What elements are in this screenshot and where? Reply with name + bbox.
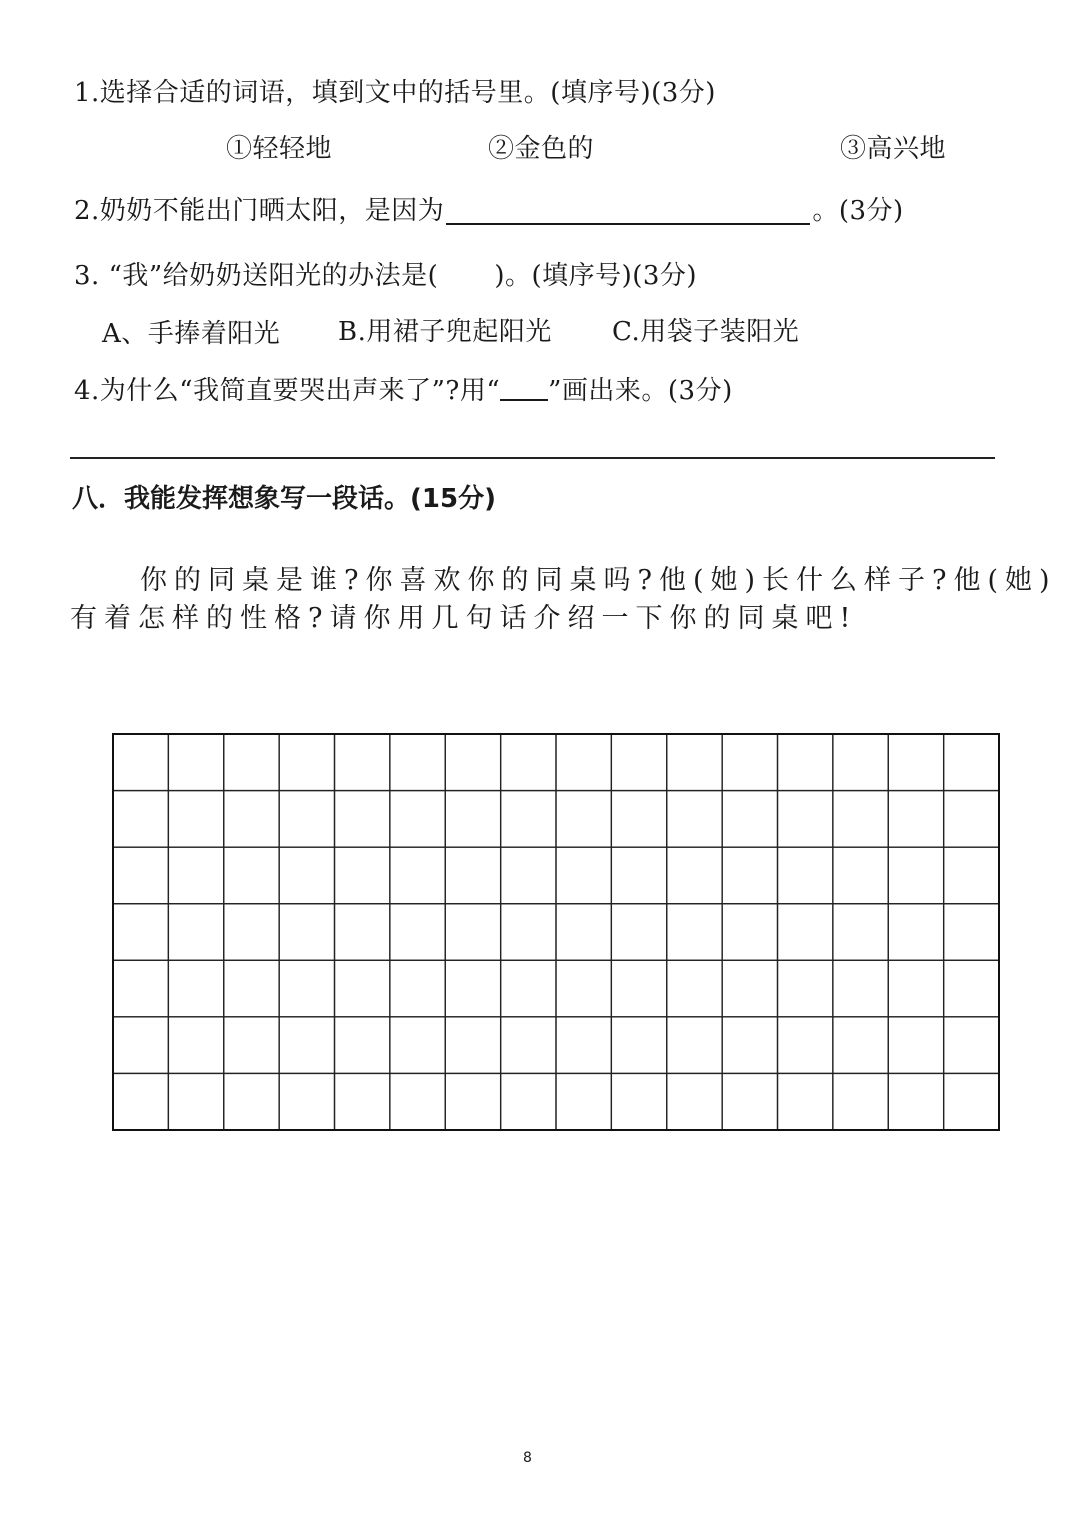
grid-cell[interactable] bbox=[722, 1017, 777, 1074]
grid-cell[interactable] bbox=[778, 960, 833, 1017]
q1-option-1: ①轻轻地 bbox=[226, 134, 333, 164]
grid-cell[interactable] bbox=[224, 960, 279, 1017]
grid-cell[interactable] bbox=[279, 1073, 334, 1130]
q2-text-before: 2.奶奶不能出门晒太阳，是因为 bbox=[74, 196, 445, 226]
q2-question bbox=[74, 190, 904, 227]
grid-cell[interactable] bbox=[224, 791, 279, 848]
grid-cell[interactable] bbox=[335, 847, 390, 904]
grid-cell[interactable] bbox=[335, 904, 390, 961]
grid-cell[interactable] bbox=[168, 904, 223, 961]
grid-cell[interactable] bbox=[390, 904, 445, 961]
grid-cell[interactable] bbox=[667, 1017, 722, 1074]
section-8-prompt-line-2: 有着怎样的性格?请你用几句话介绍一下你的同桌吧! bbox=[70, 603, 858, 634]
grid-cell[interactable] bbox=[390, 791, 445, 848]
grid-cell[interactable] bbox=[722, 1073, 777, 1130]
grid-cell[interactable] bbox=[113, 960, 168, 1017]
page-number: 8 bbox=[523, 1450, 532, 1466]
q1-option-3: ③高兴地 bbox=[840, 134, 947, 164]
q4-question bbox=[74, 370, 733, 407]
grid-cell[interactable] bbox=[224, 847, 279, 904]
q3-choice-a: A、手捧着阳光 bbox=[102, 319, 281, 349]
grid-cell[interactable] bbox=[168, 734, 223, 791]
grid-cell[interactable] bbox=[113, 847, 168, 904]
grid-cell[interactable] bbox=[224, 1017, 279, 1074]
grid-cell[interactable] bbox=[279, 1017, 334, 1074]
grid-cell[interactable] bbox=[944, 847, 999, 904]
grid-cell[interactable] bbox=[833, 1073, 888, 1130]
grid-cell[interactable] bbox=[722, 734, 777, 791]
q3-text-after: )。(填序号)(3分) bbox=[494, 261, 698, 291]
grid-cell[interactable] bbox=[445, 904, 500, 961]
grid-cell[interactable] bbox=[501, 960, 556, 1017]
grid-cell[interactable] bbox=[279, 847, 334, 904]
grid-cell[interactable] bbox=[279, 904, 334, 961]
grid-cell[interactable] bbox=[335, 1073, 390, 1130]
grid-cell[interactable] bbox=[113, 791, 168, 848]
grid-cell[interactable] bbox=[888, 847, 943, 904]
grid-cell[interactable] bbox=[778, 734, 833, 791]
grid-cell[interactable] bbox=[667, 791, 722, 848]
grid-cell[interactable] bbox=[778, 904, 833, 961]
grid-cell[interactable] bbox=[279, 960, 334, 1017]
grid-cell[interactable] bbox=[833, 1017, 888, 1074]
grid-cell[interactable] bbox=[445, 791, 500, 848]
grid-cell[interactable] bbox=[390, 734, 445, 791]
q3-choice-c: C.用袋子装阳光 bbox=[612, 317, 800, 347]
section-divider bbox=[70, 457, 995, 459]
q3-choice-b: B.用裙子兜起阳光 bbox=[338, 317, 552, 347]
grid-cell[interactable] bbox=[667, 960, 722, 1017]
grid-cell[interactable] bbox=[556, 960, 611, 1017]
grid-cell[interactable] bbox=[722, 847, 777, 904]
grid-cell[interactable] bbox=[778, 791, 833, 848]
grid-cell[interactable] bbox=[390, 847, 445, 904]
grid-cell[interactable] bbox=[445, 1017, 500, 1074]
grid-cell[interactable] bbox=[888, 1017, 943, 1074]
grid-cell[interactable] bbox=[501, 1073, 556, 1130]
grid-cell[interactable] bbox=[556, 1073, 611, 1130]
q2-text-after: 。(3分) bbox=[812, 196, 904, 226]
grid-cell[interactable] bbox=[611, 1017, 666, 1074]
grid-cell[interactable] bbox=[944, 1017, 999, 1074]
grid-cell[interactable] bbox=[833, 904, 888, 961]
grid-cell[interactable] bbox=[778, 847, 833, 904]
grid-cell[interactable] bbox=[833, 960, 888, 1017]
grid-cell[interactable] bbox=[390, 960, 445, 1017]
grid-cell[interactable] bbox=[224, 734, 279, 791]
writing-grid[interactable] bbox=[111, 732, 1001, 1132]
grid-cell[interactable] bbox=[722, 904, 777, 961]
grid-cell[interactable] bbox=[335, 734, 390, 791]
grid-cell[interactable] bbox=[944, 791, 999, 848]
grid-cell[interactable] bbox=[501, 1017, 556, 1074]
grid-cell[interactable] bbox=[778, 1017, 833, 1074]
grid-cell[interactable] bbox=[833, 791, 888, 848]
grid-cell[interactable] bbox=[833, 847, 888, 904]
grid-cell[interactable] bbox=[611, 904, 666, 961]
section-8-prompt-line-1: 你的同桌是谁?你喜欢你的同桌吗?他(她)长什么样子?他(她) bbox=[140, 565, 1057, 596]
grid-cell[interactable] bbox=[335, 960, 390, 1017]
q1-option-2: ②金色的 bbox=[488, 134, 595, 164]
grid-cell[interactable] bbox=[445, 960, 500, 1017]
section-8-title: 八．我能发挥想象写一段话。(15分) bbox=[72, 484, 496, 514]
grid-cell[interactable] bbox=[667, 1073, 722, 1130]
grid-cell[interactable] bbox=[556, 847, 611, 904]
q4-text-before: 4.为什么“我简直要哭出声来了”?用“ bbox=[74, 376, 501, 406]
grid-cell[interactable] bbox=[501, 847, 556, 904]
grid-cell[interactable] bbox=[611, 1073, 666, 1130]
grid-cell[interactable] bbox=[113, 1017, 168, 1074]
grid-cell[interactable] bbox=[168, 791, 223, 848]
grid-cell[interactable] bbox=[556, 1017, 611, 1074]
grid-cell[interactable] bbox=[168, 847, 223, 904]
grid-cell[interactable] bbox=[445, 847, 500, 904]
grid-cell[interactable] bbox=[611, 734, 666, 791]
grid-cell[interactable] bbox=[556, 734, 611, 791]
grid-cell[interactable] bbox=[445, 734, 500, 791]
grid-cell[interactable] bbox=[778, 1073, 833, 1130]
q2-answer-blank[interactable] bbox=[446, 197, 810, 225]
q3-text-before: 3. “我”给奶奶送阳光的办法是( bbox=[74, 261, 439, 291]
grid-cell[interactable] bbox=[611, 960, 666, 1017]
grid-cell[interactable] bbox=[888, 791, 943, 848]
grid-cell[interactable] bbox=[445, 1073, 500, 1130]
grid-cell[interactable] bbox=[888, 960, 943, 1017]
grid-cell[interactable] bbox=[611, 791, 666, 848]
grid-cell[interactable] bbox=[833, 734, 888, 791]
grid-cell[interactable] bbox=[501, 791, 556, 848]
grid-cell[interactable] bbox=[667, 847, 722, 904]
grid-cell[interactable] bbox=[335, 791, 390, 848]
grid-cell[interactable] bbox=[224, 1073, 279, 1130]
grid-cell[interactable] bbox=[944, 904, 999, 961]
grid-cell[interactable] bbox=[667, 734, 722, 791]
grid-cell[interactable] bbox=[556, 791, 611, 848]
grid-cell[interactable] bbox=[888, 1073, 943, 1130]
grid-cell[interactable] bbox=[279, 734, 334, 791]
q3-question bbox=[74, 255, 697, 292]
underline-mark bbox=[500, 377, 548, 401]
grid-cell[interactable] bbox=[556, 904, 611, 961]
grid-cell[interactable] bbox=[113, 904, 168, 961]
grid-cell[interactable] bbox=[168, 1073, 223, 1130]
grid-cell[interactable] bbox=[722, 960, 777, 1017]
grid-cell[interactable] bbox=[224, 904, 279, 961]
grid-cell[interactable] bbox=[279, 791, 334, 848]
grid-cell[interactable] bbox=[888, 734, 943, 791]
grid-cell[interactable] bbox=[168, 1017, 223, 1074]
grid-cell[interactable] bbox=[113, 734, 168, 791]
grid-cell[interactable] bbox=[944, 1073, 999, 1130]
grid-cell[interactable] bbox=[501, 734, 556, 791]
grid-cell[interactable] bbox=[722, 791, 777, 848]
grid-cell[interactable] bbox=[335, 1017, 390, 1074]
grid-cell[interactable] bbox=[113, 1073, 168, 1130]
q4-text-after: ”画出来。(3分) bbox=[548, 376, 733, 406]
grid-cell[interactable] bbox=[390, 1017, 445, 1074]
grid-cell[interactable] bbox=[944, 734, 999, 791]
grid-cell[interactable] bbox=[888, 904, 943, 961]
grid-cell[interactable] bbox=[611, 847, 666, 904]
grid-cell[interactable] bbox=[501, 904, 556, 961]
grid-cell[interactable] bbox=[944, 960, 999, 1017]
q1-instruction: 1.选择合适的词语，填到文中的括号里。(填序号)(3分) bbox=[74, 78, 716, 108]
grid-cell[interactable] bbox=[168, 960, 223, 1017]
grid-cell[interactable] bbox=[667, 904, 722, 961]
grid-cell[interactable] bbox=[390, 1073, 445, 1130]
